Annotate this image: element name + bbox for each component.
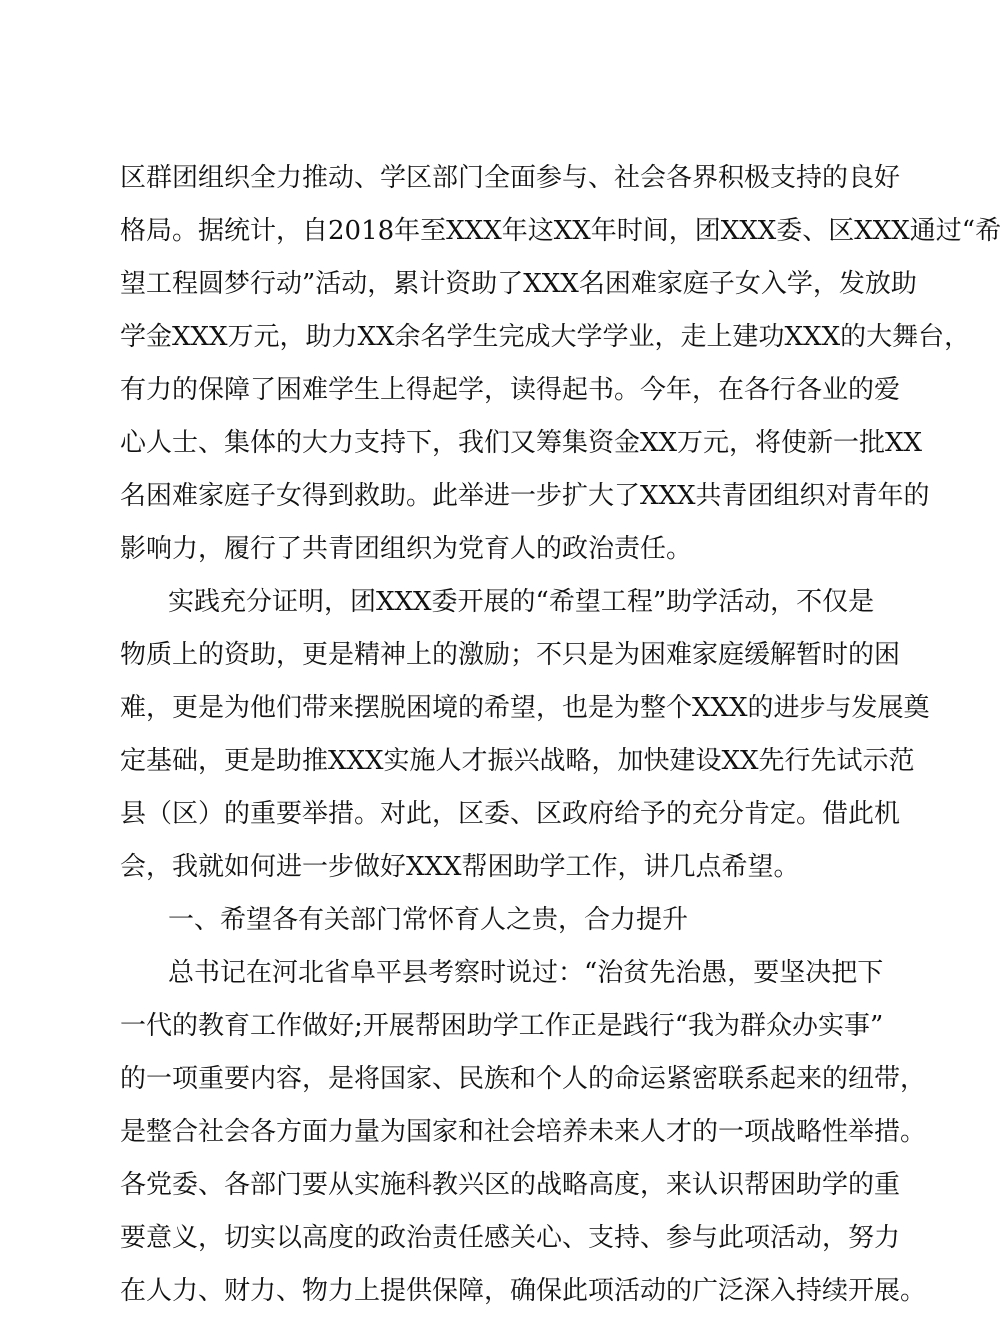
text-line: 的一项重要内容，是将国家、民族和个人的命运紧密联系起来的纽带， xyxy=(120,1064,927,1094)
text-line: 各党委、各部门要从实施科教兴区的战略高度，来认识帮困助学的重 xyxy=(120,1170,901,1200)
paragraph-2 xyxy=(120,576,930,894)
text-line: 物质上的资助，更是精神上的激励；不只是为困难家庭缓解暂时的困 xyxy=(120,640,901,670)
text-line: 望工程圆梦行动”活动，累计资助了XXX名困难家庭子女入学，发放助 xyxy=(120,269,917,299)
text-line: 有力的保障了困难学生上得起学，读得起书。今年，在各行各业的爱 xyxy=(120,375,901,405)
text-line: 难，更是为他们带来摆脱困境的希望，也是为整个XXX的进步与发展奠 xyxy=(120,693,930,723)
text-line: 影响力，履行了共青团组织为党育人的政治责任。 xyxy=(120,534,693,564)
paragraph-3 xyxy=(120,947,927,1318)
section-heading xyxy=(120,894,825,947)
heading-1: 一、希望各有关部门常怀育人之贵，合力提升 xyxy=(168,905,689,935)
text-line: 区群团组织全力推动、学区部门全面参与、社会各界积极支持的良好 xyxy=(120,163,901,193)
text-line: 实践充分证明，团XXX委开展的“希望工程”助学活动，不仅是 xyxy=(168,587,875,617)
text-line: 要意义，切实以高度的政治责任感关心、支持、参与此项活动，努力 xyxy=(120,1223,901,1253)
text-line: 定基础，更是助推XXX实施人才振兴战略，加快建设XX先行先试示范 xyxy=(120,746,915,776)
text-line: 县（区）的重要举措。对此，区委、区政府给予的充分肯定。借此机 xyxy=(120,799,901,829)
document-body xyxy=(120,152,1001,1318)
text-line: 是整合社会各方面力量为国家和社会培养未来人才的一项战略性举措。 xyxy=(120,1117,927,1147)
text-line: 总书记在河北省阜平县考察时说过：“治贫先治愚，要坚决把下 xyxy=(168,958,884,988)
paragraph-1 xyxy=(120,152,1001,576)
text-line: 学金XXX万元，助力XX余名学生完成大学学业，走上建功XXX的大舞台， xyxy=(120,322,971,352)
text-line: 格局。据统计，自2018年至XXX年这XX年时间，团XXX委、区XXX通过“希 xyxy=(120,216,1001,246)
text-line: 会，我就如何进一步做好XXX帮困助学工作，讲几点希望。 xyxy=(120,852,800,882)
text-line: 在人力、财力、物力上提供保障，确保此项活动的广泛深入持续开展。 xyxy=(120,1276,927,1306)
text-line: 一代的教育工作做好;开展帮困助学工作正是践行“我为群众办实事” xyxy=(120,1011,884,1041)
text-line: 心人士、集体的大力支持下，我们又筹集资金XX万元，将使新一批XX xyxy=(120,428,923,458)
text-line: 名困难家庭子女得到救助。此举进一步扩大了XXX共青团组织对青年的 xyxy=(120,481,930,511)
